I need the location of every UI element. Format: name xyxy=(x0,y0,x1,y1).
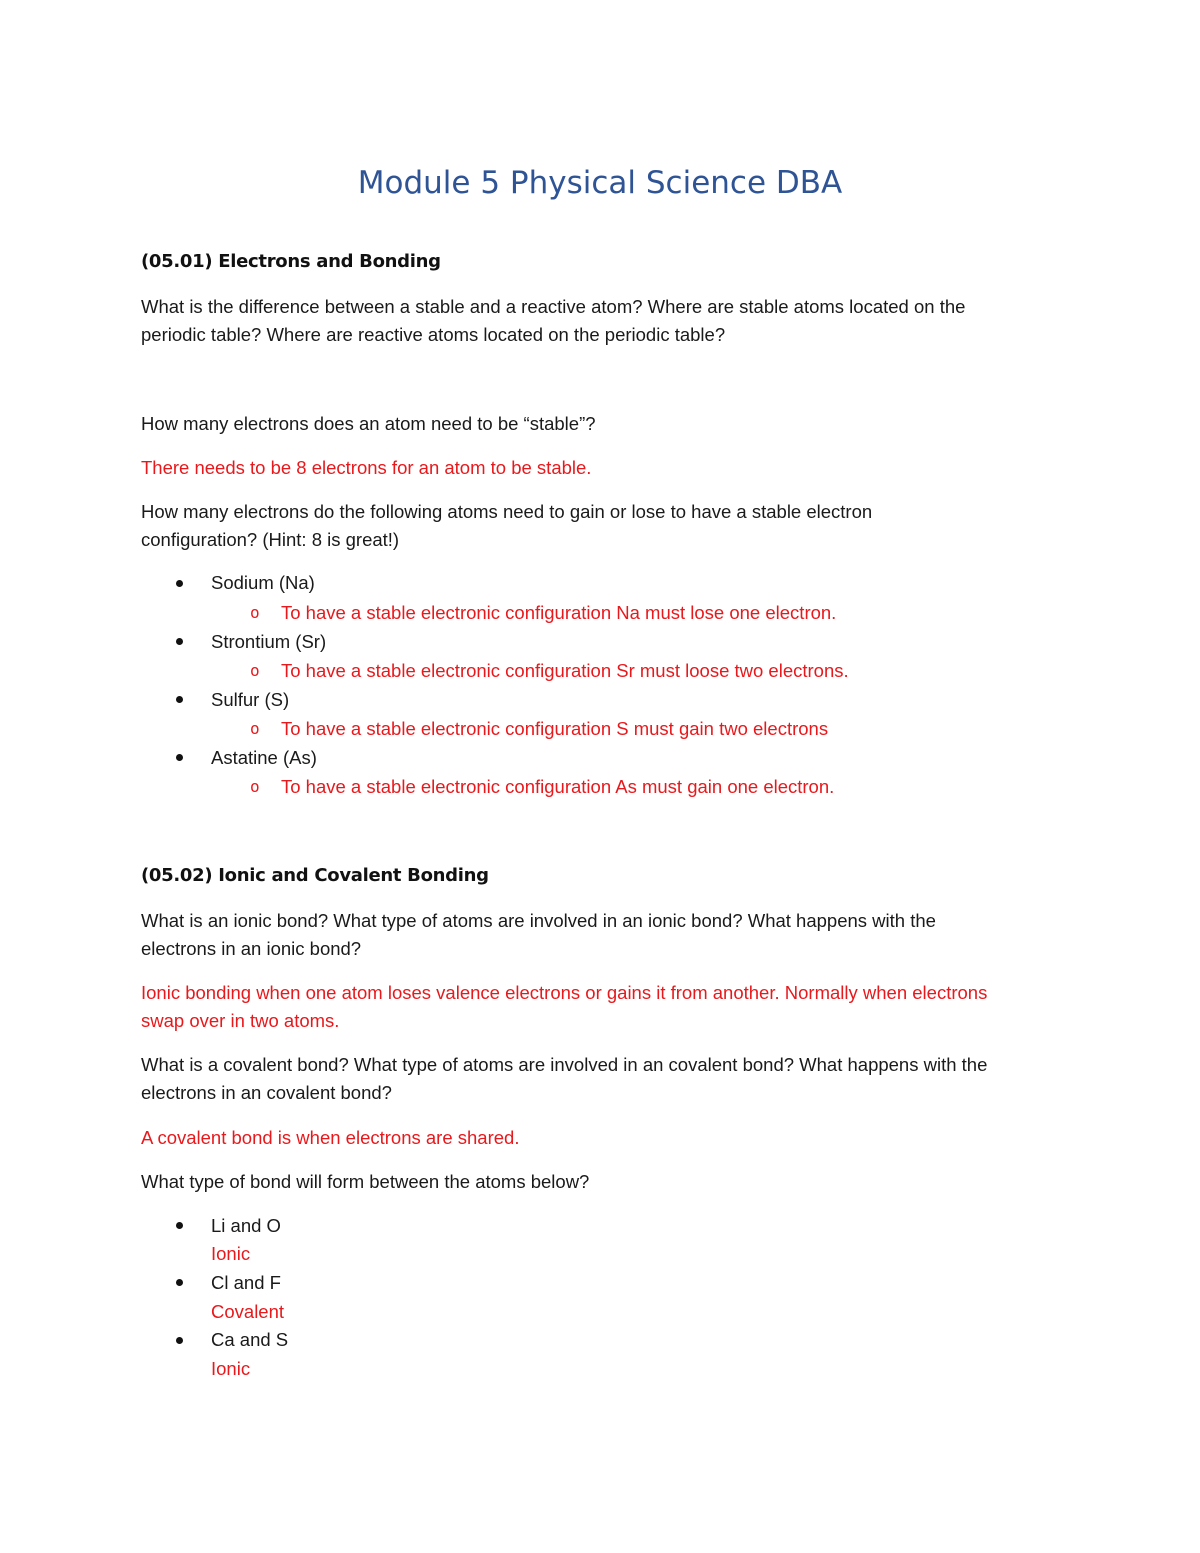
sub-bullet-icon: o xyxy=(250,603,260,622)
list-item-astatine: Astatine (As) xyxy=(211,747,317,768)
question-covalent-bond-line1: What is a covalent bond? What type of atoms are involved in an covalent bond? What happens with the xyxy=(141,1054,988,1075)
answer-sodium: To have a stable electronic configuration Na must lose one electron. xyxy=(281,602,837,623)
sub-bullet-icon: o xyxy=(250,719,260,738)
bullet-icon xyxy=(176,638,183,645)
answer-ionic-bond-line1: Ionic bonding when one atom loses valence electrons or gains it from another. Normally when electrons xyxy=(141,982,988,1003)
document-title: Module 5 Physical Science DBA xyxy=(357,165,843,201)
answer-electrons-stable: There needs to be 8 electrons for an atom to be stable. xyxy=(141,457,592,478)
list-item-sodium: Sodium (Na) xyxy=(211,572,315,593)
question-stable-reactive-line2: periodic table? Where are reactive atoms located on the periodic table? xyxy=(141,324,726,345)
bullet-icon xyxy=(176,1279,183,1286)
question-covalent-bond-line2: electrons in an covalent bond? xyxy=(141,1082,392,1103)
answer-ionic-bond-line2: swap over in two atoms. xyxy=(141,1010,340,1031)
list-item-ca-s: Ca and S xyxy=(211,1329,289,1350)
bullet-icon xyxy=(176,1222,183,1229)
answer-li-o: Ionic xyxy=(211,1243,251,1264)
question-bond-type: What type of bond will form between the atoms below? xyxy=(141,1171,590,1192)
answer-strontium: To have a stable electronic configuration Sr must loose two electrons. xyxy=(281,660,849,681)
bullet-icon xyxy=(176,1337,183,1344)
answer-astatine: To have a stable electronic configuration As must gain one electron. xyxy=(281,776,835,797)
sub-bullet-icon: o xyxy=(250,661,260,680)
section-heading-ionic-covalent: (05.02) Ionic and Covalent Bonding xyxy=(141,865,489,886)
list-item-cl-f: Cl and F xyxy=(211,1272,281,1293)
bullet-icon xyxy=(176,754,183,761)
question-stable-reactive-line1: What is the difference between a stable and a reactive atom? Where are stable atoms located on the xyxy=(141,296,966,317)
sub-bullet-icon: o xyxy=(250,777,260,796)
bullet-icon xyxy=(176,696,183,703)
answer-cl-f: Covalent xyxy=(211,1301,285,1322)
question-gain-lose-line2: configuration? (Hint: 8 is great!) xyxy=(141,529,400,550)
question-ionic-bond-line2: electrons in an ionic bond? xyxy=(141,938,362,959)
question-ionic-bond-line1: What is an ionic bond? What type of atoms are involved in an ionic bond? What happens with the xyxy=(141,910,936,931)
question-gain-lose-line1: How many electrons do the following atoms need to gain or lose to have a stable electron xyxy=(141,501,873,522)
answer-covalent-bond: A covalent bond is when electrons are shared. xyxy=(141,1127,520,1148)
list-item-sulfur: Sulfur (S) xyxy=(211,689,290,710)
answer-sulfur: To have a stable electronic configuration S must gain two electrons xyxy=(281,718,829,739)
list-item-strontium: Strontium (Sr) xyxy=(211,631,327,652)
answer-ca-s: Ionic xyxy=(211,1358,251,1379)
list-item-li-o: Li and O xyxy=(211,1215,281,1236)
section-heading-electrons-bonding: (05.01) Electrons and Bonding xyxy=(141,251,441,272)
bullet-icon xyxy=(176,580,183,587)
question-electrons-stable: How many electrons does an atom need to be “stable”? xyxy=(141,413,596,434)
